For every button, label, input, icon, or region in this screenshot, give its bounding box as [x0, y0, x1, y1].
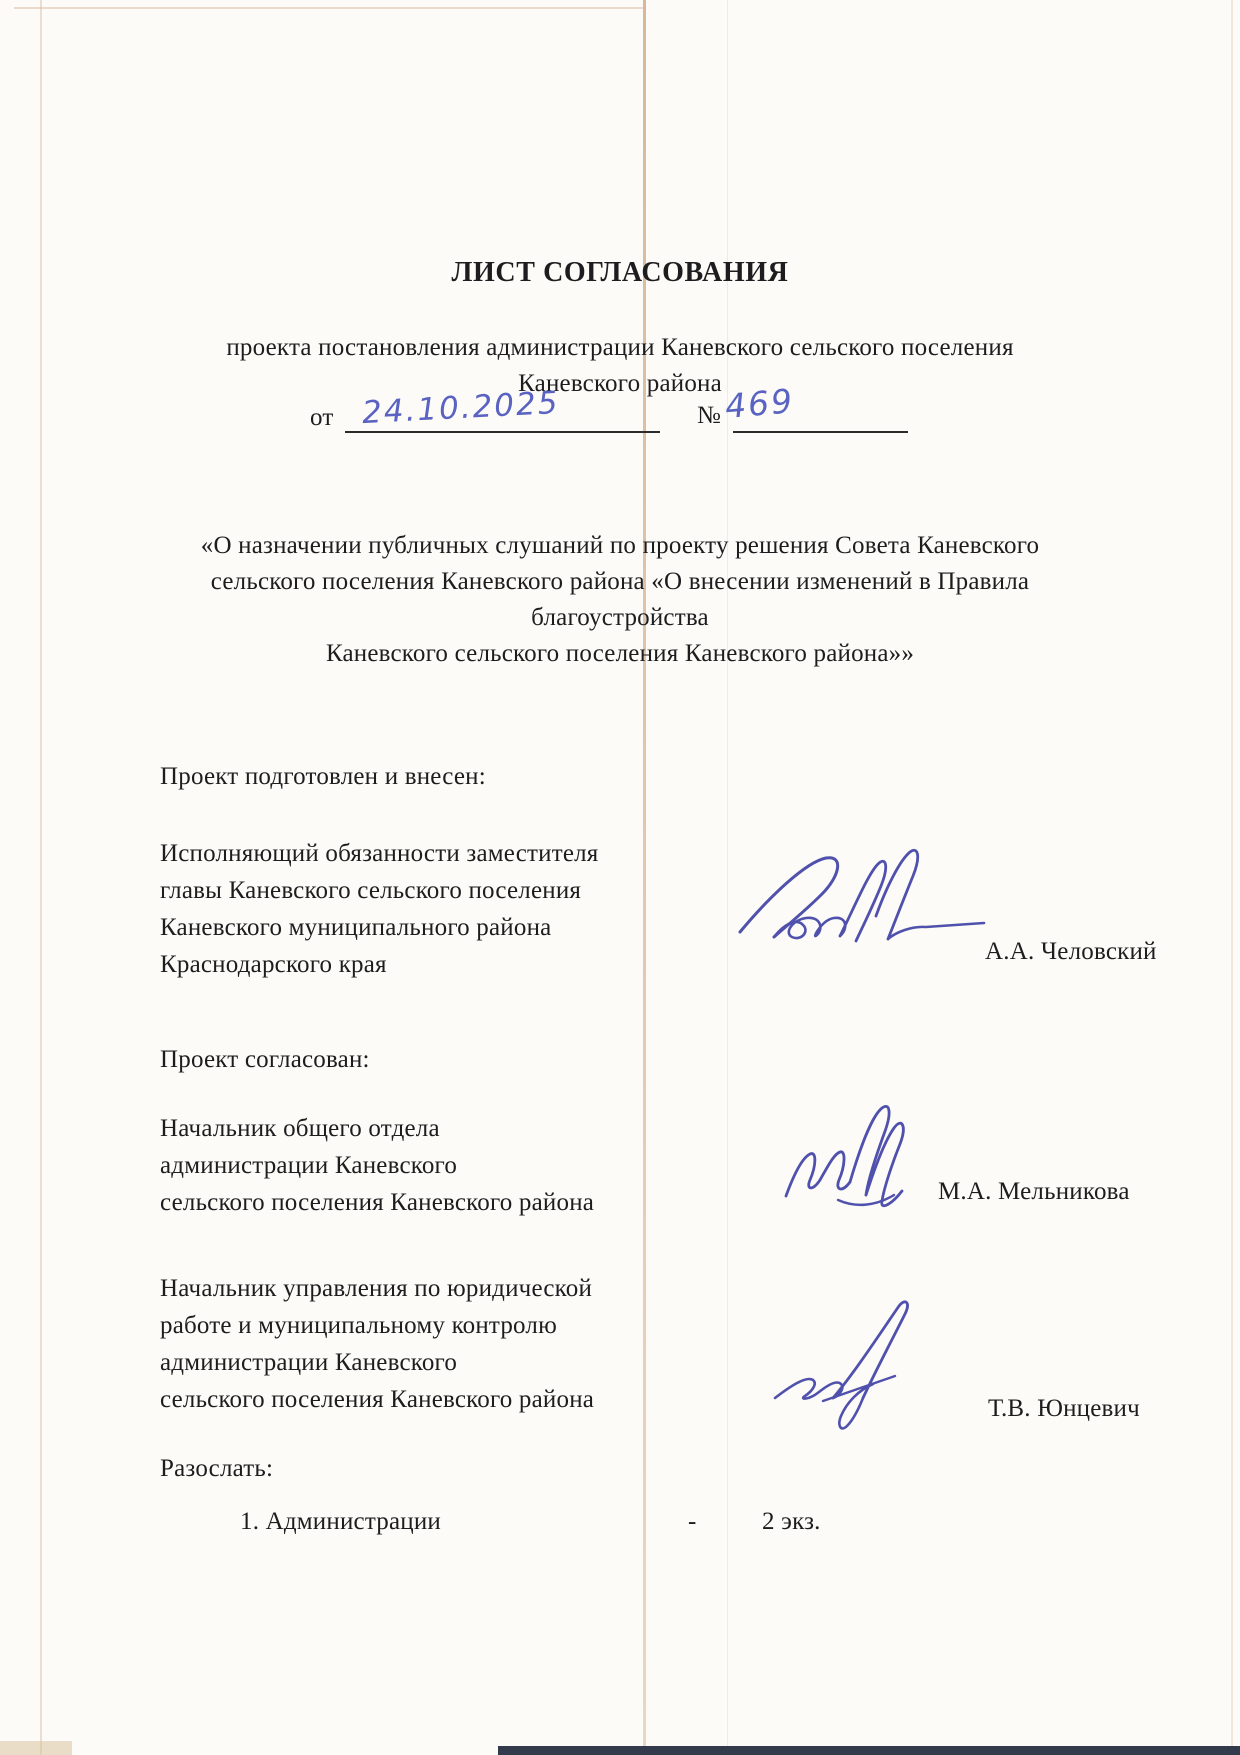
- distribution-separator: -: [688, 1508, 697, 1535]
- position-line: администрации Каневского: [160, 1152, 458, 1179]
- position-line: главы Каневского сельского поселения: [160, 877, 582, 904]
- scan-bottom-shadow: [498, 1746, 1240, 1755]
- signer-name: М.А. Мельникова: [938, 1178, 1130, 1205]
- agreed-heading: Проект согласован:: [160, 1046, 370, 1073]
- prepared-heading: Проект подготовлен и внесен:: [160, 763, 486, 790]
- signer-name: Т.В. Юнцевич: [988, 1395, 1140, 1422]
- signer-position-block: [160, 1110, 594, 1221]
- resolution-quote-line: Каневского сельского поселения Каневского района»»: [325, 640, 915, 667]
- distribution-copies: 2 экз.: [762, 1508, 821, 1535]
- number-underline: [733, 431, 908, 433]
- subtitle-line: проекта постановления администрации Каневского сельского поселения: [226, 334, 1014, 361]
- position-line: Исполняющий обязанности заместителя: [160, 840, 599, 867]
- number-label: №: [697, 402, 722, 429]
- distribution-heading: Разослать:: [160, 1455, 274, 1482]
- date-label: от: [310, 404, 334, 431]
- position-line: Начальник общего отдела: [160, 1115, 440, 1142]
- signer-position-block: [160, 1270, 594, 1418]
- position-line: Краснодарского края: [160, 951, 387, 978]
- scan-right-edge-line: [1231, 0, 1233, 1755]
- position-line: сельского поселения Каневского района: [160, 1386, 595, 1413]
- page-title: ЛИСТ СОГЛАСОВАНИЯ: [451, 257, 789, 288]
- signer-name: А.А. Человский: [985, 938, 1157, 965]
- resolution-quote-line: «О назначении публичных слушаний по проекту решения Совета Каневского: [200, 532, 1040, 559]
- signer-position-block: [160, 835, 599, 983]
- position-line: Начальник управления по юридической: [160, 1275, 593, 1302]
- signature-chelovskiy-icon: [726, 836, 1011, 958]
- signature-melnikova-icon: [780, 1096, 932, 1224]
- position-line: администрации Каневского: [160, 1349, 458, 1376]
- signature-yuntsevich-icon: [763, 1280, 938, 1432]
- position-line: работе и муниципальному контролю: [160, 1312, 557, 1339]
- resolution-quote-line: благоустройства: [531, 604, 709, 631]
- subtitle: [120, 330, 1120, 402]
- position-line: сельского поселения Каневского района: [160, 1189, 595, 1216]
- resolution-title-quote: [110, 528, 1130, 672]
- date-underline: [345, 431, 660, 433]
- date-handwritten-value: 24.10.2025: [361, 384, 561, 432]
- distribution-item: 1. Администрации: [240, 1508, 441, 1535]
- scan-bottom-corner-mark: [0, 1741, 72, 1755]
- resolution-quote-line: сельского поселения Каневского района «О внесении изменений в Правила: [210, 568, 1030, 595]
- number-handwritten-value: 469: [723, 381, 796, 426]
- subtitle-line: Каневского района: [518, 370, 722, 397]
- scan-top-edge-line: [14, 7, 644, 9]
- position-line: Каневского муниципального района: [160, 914, 552, 941]
